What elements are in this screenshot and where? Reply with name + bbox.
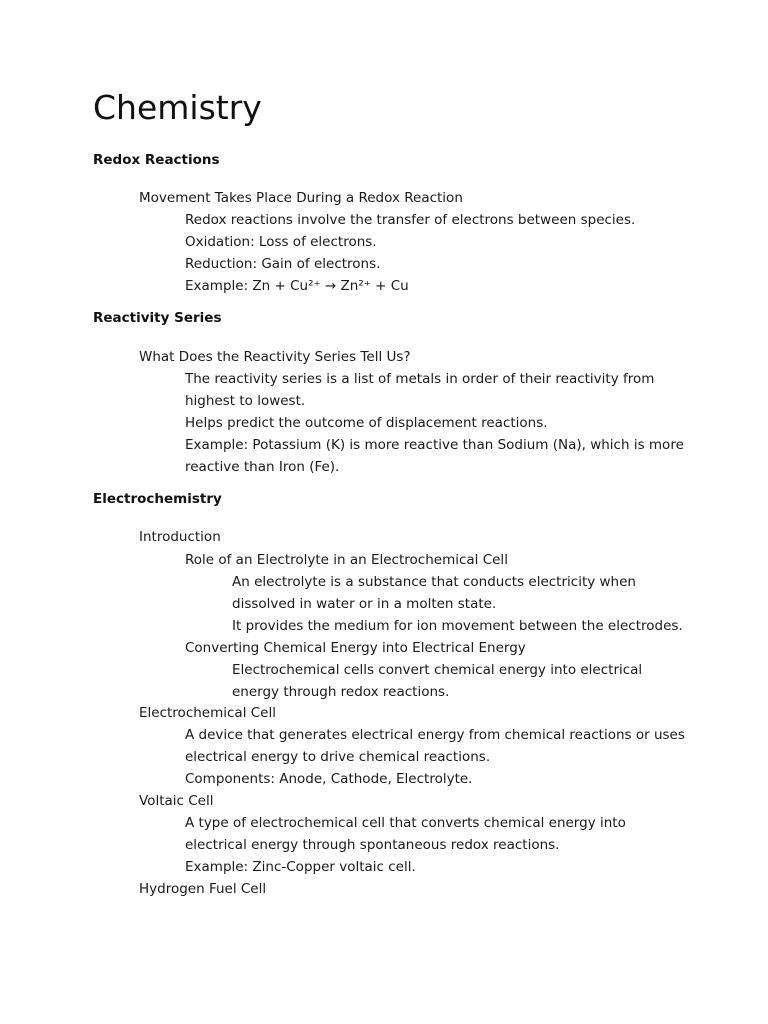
body-line: Oxidation: Loss of electrons. <box>185 234 377 250</box>
subheading-redox-movement: Movement Takes Place During a Redox Reaction <box>139 190 463 206</box>
body-line: highest to lowest. <box>185 393 306 409</box>
section-heading-redox-reactions: Redox Reactions <box>93 152 220 168</box>
body-line: Example: Potassium (K) is more reactive than Sodium (Na), which is more <box>185 437 684 453</box>
body-line: A device that generates electrical energy from chemical reactions or uses <box>185 727 685 743</box>
body-line: It provides the medium for ion movement between the electrodes. <box>232 618 683 634</box>
body-line: A type of electrochemical cell that converts chemical energy into <box>185 815 626 831</box>
body-line: energy through redox reactions. <box>232 684 450 700</box>
body-line: Example: Zn + Cu²⁺ → Zn²⁺ + Cu <box>185 278 409 294</box>
body-line: Components: Anode, Cathode, Electrolyte. <box>185 771 473 787</box>
subheading-electrolyte-role: Role of an Electrolyte in an Electrochemical Cell <box>185 552 508 568</box>
subheading-voltaic-cell: Voltaic Cell <box>139 793 214 809</box>
subheading-hydrogen-fuel-cell: Hydrogen Fuel Cell <box>139 881 267 897</box>
subheading-electrochemical-cell: Electrochemical Cell <box>139 705 276 721</box>
body-line: electrical energy through spontaneous redox reactions. <box>185 837 560 853</box>
body-line: Electrochemical cells convert chemical energy into electrical <box>232 662 643 678</box>
subheading-introduction: Introduction <box>139 529 221 545</box>
body-line: Reduction: Gain of electrons. <box>185 256 381 272</box>
body-line: Helps predict the outcome of displacement reactions. <box>185 415 548 431</box>
body-line: electrical energy to drive chemical reactions. <box>185 749 491 765</box>
body-line: Example: Zinc-Copper voltaic cell. <box>185 859 416 875</box>
body-line: dissolved in water or in a molten state. <box>232 596 497 612</box>
page-title: Chemistry <box>93 88 262 127</box>
body-line: reactive than Iron (Fe). <box>185 459 340 475</box>
body-line: The reactivity series is a list of metals in order of their reactivity from <box>185 371 655 387</box>
section-heading-reactivity-series: Reactivity Series <box>93 310 222 326</box>
subheading-converting-energy: Converting Chemical Energy into Electrical Energy <box>185 640 526 656</box>
body-line: Redox reactions involve the transfer of electrons between species. <box>185 212 636 228</box>
body-line: An electrolyte is a substance that conducts electricity when <box>232 574 636 590</box>
section-heading-electrochemistry: Electrochemistry <box>93 491 222 507</box>
subheading-reactivity-question: What Does the Reactivity Series Tell Us? <box>139 349 411 365</box>
